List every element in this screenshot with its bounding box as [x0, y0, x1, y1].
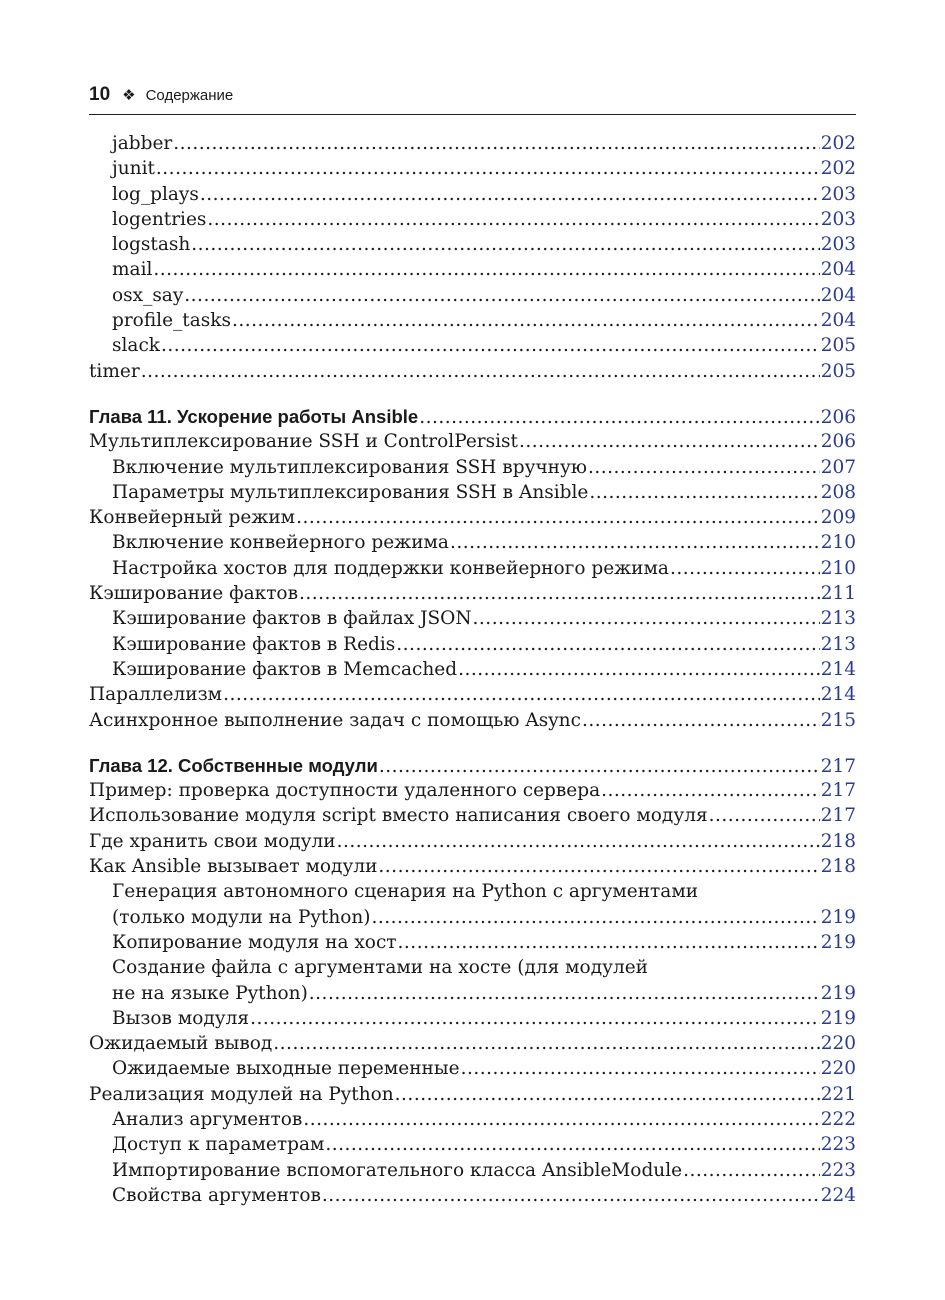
- entry-title: Вызов модуля: [112, 1007, 250, 1029]
- page-ref[interactable]: 223: [820, 1159, 856, 1181]
- page-ref[interactable]: 206: [820, 406, 856, 428]
- page-ref[interactable]: 217: [820, 755, 856, 777]
- leader-dots: [372, 905, 820, 930]
- table-of-contents: [89, 131, 856, 1208]
- entry-title: Параллелизм: [89, 684, 223, 706]
- page-ref[interactable]: 211: [820, 583, 856, 605]
- entry-title: Мультиплексирование SSH и ControlPersist: [89, 431, 518, 453]
- leader-dots: [683, 1158, 820, 1183]
- leader-dots: [299, 581, 820, 606]
- toc-entry[interactable]: [89, 359, 856, 384]
- leader-dots: [153, 257, 819, 282]
- ornament-icon: ❖: [122, 87, 136, 104]
- leader-dots: [223, 682, 820, 707]
- page-ref[interactable]: 219: [820, 1007, 856, 1029]
- page-ref[interactable]: 219: [820, 906, 856, 928]
- running-title: Содержание: [145, 87, 234, 104]
- entry-title: Свойства аргументов: [112, 1184, 321, 1206]
- entry-title: Как Ansible вызывает модули: [89, 856, 378, 878]
- page-ref[interactable]: 203: [820, 208, 856, 230]
- toc-entry[interactable]: [89, 333, 856, 358]
- toc-entry[interactable]: [89, 829, 856, 854]
- leader-dots: [191, 232, 819, 257]
- toc-entry[interactable]: [89, 803, 856, 828]
- page-ref[interactable]: 220: [820, 1058, 856, 1080]
- page-ref[interactable]: 223: [820, 1134, 856, 1156]
- leader-dots: [450, 530, 820, 555]
- page-ref[interactable]: 214: [820, 684, 856, 706]
- toc-entry[interactable]: [89, 1056, 856, 1081]
- toc-entry[interactable]: [89, 232, 856, 257]
- page-ref[interactable]: 219: [820, 931, 856, 953]
- toc-entry[interactable]: [89, 682, 856, 707]
- leader-dots: [232, 308, 820, 333]
- entry-title: Кэширование фактов в Memcached: [112, 658, 458, 680]
- toc-entry[interactable]: [89, 1006, 856, 1031]
- entry-title: Где хранить свои модули: [89, 830, 336, 852]
- leader-dots: [322, 1183, 820, 1208]
- leader-dots: [398, 930, 820, 955]
- entry-title: Включение мультиплексирования SSH вручную: [112, 456, 588, 478]
- toc-entry[interactable]: [89, 1031, 856, 1056]
- entry-title: Параметры мультиплексирования SSH в Ansible: [112, 481, 589, 503]
- entry-title: Реализация модулей на Python: [89, 1083, 394, 1105]
- toc-entry[interactable]: [89, 480, 856, 505]
- leader-dots: [473, 606, 820, 631]
- toc-chapter-11-entries: [89, 429, 856, 733]
- toc-entry[interactable]: [89, 1183, 856, 1208]
- leader-dots: [303, 1107, 819, 1132]
- running-header: [89, 84, 856, 106]
- toc-entry[interactable]: [89, 530, 856, 555]
- entry-title: Пример: проверка доступности удаленного сервера: [89, 780, 601, 802]
- leader-dots: [337, 829, 820, 854]
- leader-dots: [325, 1132, 819, 1157]
- toc-entry[interactable]: [89, 657, 856, 682]
- toc-entry[interactable]: [89, 1158, 856, 1183]
- page-number: 10: [89, 84, 111, 105]
- toc-entry[interactable]: [89, 505, 856, 530]
- entry-title: Использование модуля script вместо написания своего модуля: [89, 805, 708, 827]
- leader-dots: [161, 333, 820, 358]
- page-ref[interactable]: 206: [820, 431, 856, 453]
- entry-title: Кэширование фактов: [89, 583, 298, 605]
- entry-title: slack: [112, 335, 161, 357]
- toc-chapter-12[interactable]: [89, 753, 856, 778]
- entry-title: Анализ аргументов: [112, 1108, 303, 1130]
- entry-title: logentries: [112, 208, 207, 230]
- leader-dots: [309, 981, 820, 1006]
- entry-title: Кэширование фактов в Redis: [112, 633, 396, 655]
- toc-entry[interactable]: [89, 708, 856, 733]
- page-ref[interactable]: 210: [820, 557, 856, 579]
- toc-entry[interactable]: [89, 156, 856, 181]
- toc-entry-generation[interactable]: [89, 905, 856, 930]
- toc-entry[interactable]: [89, 308, 856, 333]
- entry-title: Ожидаемый вывод: [89, 1033, 273, 1055]
- page-ref[interactable]: 224: [820, 1184, 856, 1206]
- page-ref[interactable]: 215: [820, 709, 856, 731]
- toc-group-callback-plugins: [89, 131, 856, 384]
- leader-dots: [200, 182, 820, 207]
- toc-entry[interactable]: [89, 606, 856, 631]
- leader-dots: [582, 708, 820, 733]
- toc-entry-create-args[interactable]: [89, 981, 856, 1006]
- toc-entry[interactable]: [89, 207, 856, 232]
- entry-title: logstash: [112, 234, 191, 256]
- entry-title: (только модули на Python): [112, 906, 371, 928]
- page-ref[interactable]: 204: [820, 310, 856, 332]
- entry-title: Импортирование вспомогательного класса AnsibleModule: [112, 1159, 683, 1181]
- entry-title: junit: [112, 158, 155, 180]
- page-ref[interactable]: 210: [820, 532, 856, 554]
- toc-entry[interactable]: [89, 556, 856, 581]
- page-ref[interactable]: 218: [820, 856, 856, 878]
- toc-entry[interactable]: [89, 1082, 856, 1107]
- leader-dots: [461, 1056, 820, 1081]
- page-ref[interactable]: 222: [820, 1108, 856, 1130]
- leader-dots: [156, 156, 820, 181]
- entry-title: profile_tasks: [112, 310, 231, 332]
- leader-dots: [250, 1006, 820, 1031]
- page-ref[interactable]: 202: [820, 158, 856, 180]
- leader-dots: [419, 405, 819, 430]
- leader-dots: [173, 131, 819, 156]
- leader-dots: [589, 480, 819, 505]
- leader-dots: [519, 429, 820, 454]
- toc-entry[interactable]: [89, 854, 856, 879]
- page-ref[interactable]: 204: [820, 259, 856, 281]
- entry-title: Копирование модуля на хост: [112, 931, 397, 953]
- chapter-title: Глава 12. Собственные модули: [89, 754, 378, 776]
- entry-title: osx_say: [112, 284, 184, 306]
- leader-dots: [396, 632, 819, 657]
- page-ref[interactable]: 205: [820, 360, 856, 382]
- leader-dots: [458, 657, 820, 682]
- toc-entry[interactable]: [89, 131, 856, 156]
- leader-dots: [601, 778, 820, 803]
- page-ref[interactable]: 213: [820, 633, 856, 655]
- entry-title: Настройка хостов для поддержки конвейерного режима: [112, 557, 669, 579]
- toc-entry[interactable]: [89, 778, 856, 803]
- entry-title: Ожидаемые выходные переменные: [112, 1058, 460, 1080]
- leader-dots: [379, 754, 820, 779]
- entry-title: log_plays: [112, 183, 199, 205]
- page-ref[interactable]: 213: [820, 608, 856, 630]
- page-ref[interactable]: 219: [820, 982, 856, 1004]
- entry-title: jabber: [112, 133, 173, 154]
- toc-chapter-11[interactable]: [89, 404, 856, 429]
- toc-entry[interactable]: [89, 581, 856, 606]
- leader-dots: [184, 283, 819, 308]
- toc-entry[interactable]: [89, 1132, 856, 1157]
- page-ref[interactable]: 203: [820, 183, 856, 205]
- toc-chapter-12-entries-a: [89, 778, 856, 879]
- leader-dots: [378, 854, 819, 879]
- page-ref[interactable]: 202: [820, 133, 856, 154]
- toc-entry[interactable]: [89, 632, 856, 657]
- toc-entry[interactable]: [89, 182, 856, 207]
- leader-dots: [588, 455, 820, 480]
- page-ref[interactable]: 207: [820, 456, 856, 478]
- toc-chapter-12-entries-b: [89, 1006, 856, 1208]
- page-ref[interactable]: 214: [820, 658, 856, 680]
- leader-dots: [709, 803, 820, 828]
- page-ref[interactable]: 218: [820, 830, 856, 852]
- entry-title: mail: [112, 259, 153, 281]
- entry-title: Кэширование фактов в файлах JSON: [112, 608, 472, 630]
- entry-title: не на языке Python): [112, 982, 308, 1004]
- toc-entry-generation-line1[interactable]: Генерация автономного сценария на Python с аргументами: [112, 881, 699, 903]
- toc-entry[interactable]: [89, 455, 856, 480]
- page-ref[interactable]: 204: [820, 284, 856, 306]
- leader-dots: [273, 1031, 819, 1056]
- entry-title: Включение конвейерного режима: [112, 532, 449, 554]
- page-ref[interactable]: 220: [820, 1033, 856, 1055]
- toc-entry-copy-module[interactable]: [89, 930, 856, 955]
- toc-entry-create-args-line1[interactable]: Создание файла с аргументами на хосте (для модулей: [112, 957, 649, 979]
- page-ref[interactable]: 221: [820, 1083, 856, 1105]
- entry-title: Конвейерный режим: [89, 507, 296, 529]
- page-ref[interactable]: 217: [820, 805, 856, 827]
- chapter-title: Глава 11. Ускорение работы Ansible: [89, 405, 419, 427]
- toc-entry[interactable]: [89, 1107, 856, 1132]
- entry-title: Доступ к параметрам: [112, 1134, 325, 1156]
- page-ref[interactable]: 208: [820, 481, 856, 503]
- toc-entry[interactable]: [89, 257, 856, 282]
- leader-dots: [395, 1082, 820, 1107]
- leader-dots: [670, 556, 820, 581]
- page-ref[interactable]: 203: [820, 234, 856, 256]
- leader-dots: [141, 359, 820, 384]
- leader-dots: [296, 505, 820, 530]
- header-rule: [89, 114, 856, 115]
- entry-title: Асинхронное выполнение задач с помощью Async: [89, 709, 581, 731]
- page-ref[interactable]: 209: [820, 507, 856, 529]
- toc-entry[interactable]: [89, 283, 856, 308]
- page-ref[interactable]: 217: [820, 780, 856, 802]
- leader-dots: [207, 207, 819, 232]
- entry-title: timer: [89, 360, 140, 382]
- page-ref[interactable]: 205: [820, 335, 856, 357]
- toc-entry[interactable]: [89, 429, 856, 454]
